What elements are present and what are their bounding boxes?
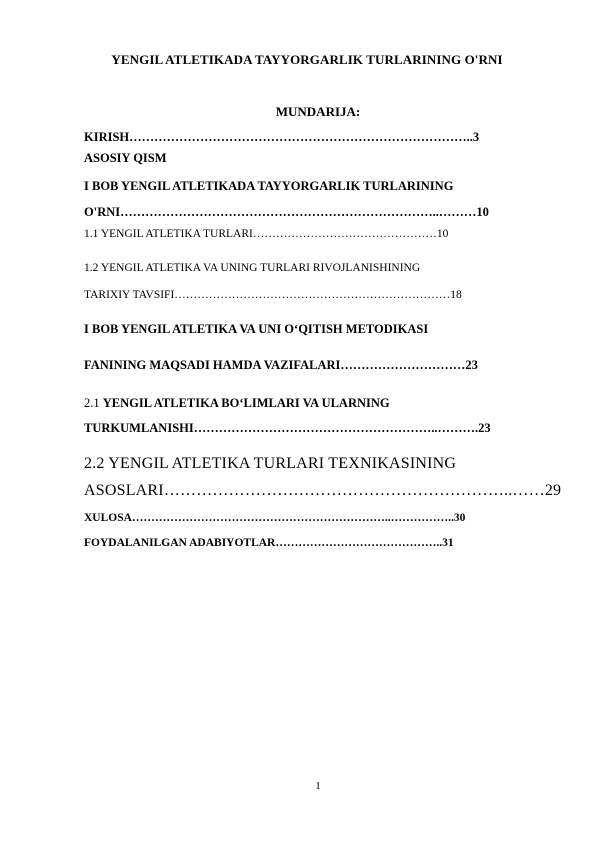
toc-entry-2-1-line-1 [84,396,390,411]
toc-entry-1-2-line-2: TARIXIY TAVSIFI………………………………………………………………18 [84,289,462,301]
toc-entry-2-2-line-2: ASOSLARI………………………………………………………..……29 [84,482,562,499]
toc-entry-1-1: 1.1 YENGIL ATLETIKA TURLARI…………………………………………10 [84,228,449,240]
toc-entry-2-1-title: YENGIL ATLETIKA BO‘LIMLARI VA ULARNING [102,396,390,410]
toc-entry-adabiyotlar: FOYDALANILGAN ADABIYOTLAR……………………………………..31 [84,537,454,549]
toc-entry-chapter-2-line-2-text: FANINING MAQSADI HAMDA VAZIFALARI…………………………23 [84,358,478,372]
toc-entry-2-1-number: 2.1 [84,396,103,410]
document-title: YENGIL ATLETIKADA TAYYORGARLIK TURLARINING O'RNI [111,52,503,67]
toc-entry-chapter-1-line-2: O'RNI…………………………………………………………………..………10 [84,205,489,219]
contents-heading: MUNDARIJA: [275,104,361,119]
toc-entry-chapter-1-line-1: I BOB YENGIL ATLETIKADA TAYYORGARLIK TURLARINING [84,179,454,193]
toc-entry-asosiy-qism: ASOSIY QISM [84,151,167,165]
toc-entry-1-2-line-1: 1.2 YENGIL ATLETIKA VA UNING TURLARI RIVOJLANISHINING [84,262,421,274]
toc-entry-chapter-2-line-2 [84,358,478,373]
toc-entry-2-1-line-2: TURKUMLANISHI…………………………………………………..……….23 [84,421,491,435]
page-number: 1 [315,780,321,792]
toc-entry-chapter-2-line-1: I BOB YENGIL ATLETIKA VA UNI O‘QITISH METODIKASI [84,322,429,336]
toc-entry-2-2-line-1: 2.2 YENGIL ATLETIKA TURLARI TEXNIKASINING [84,455,457,472]
toc-entry-kirish: KIRISH………………………………………………………………………..3 [84,130,480,144]
toc-entry-xulosa: XULOSA…………………………………………………………..……………..30 [84,512,466,524]
